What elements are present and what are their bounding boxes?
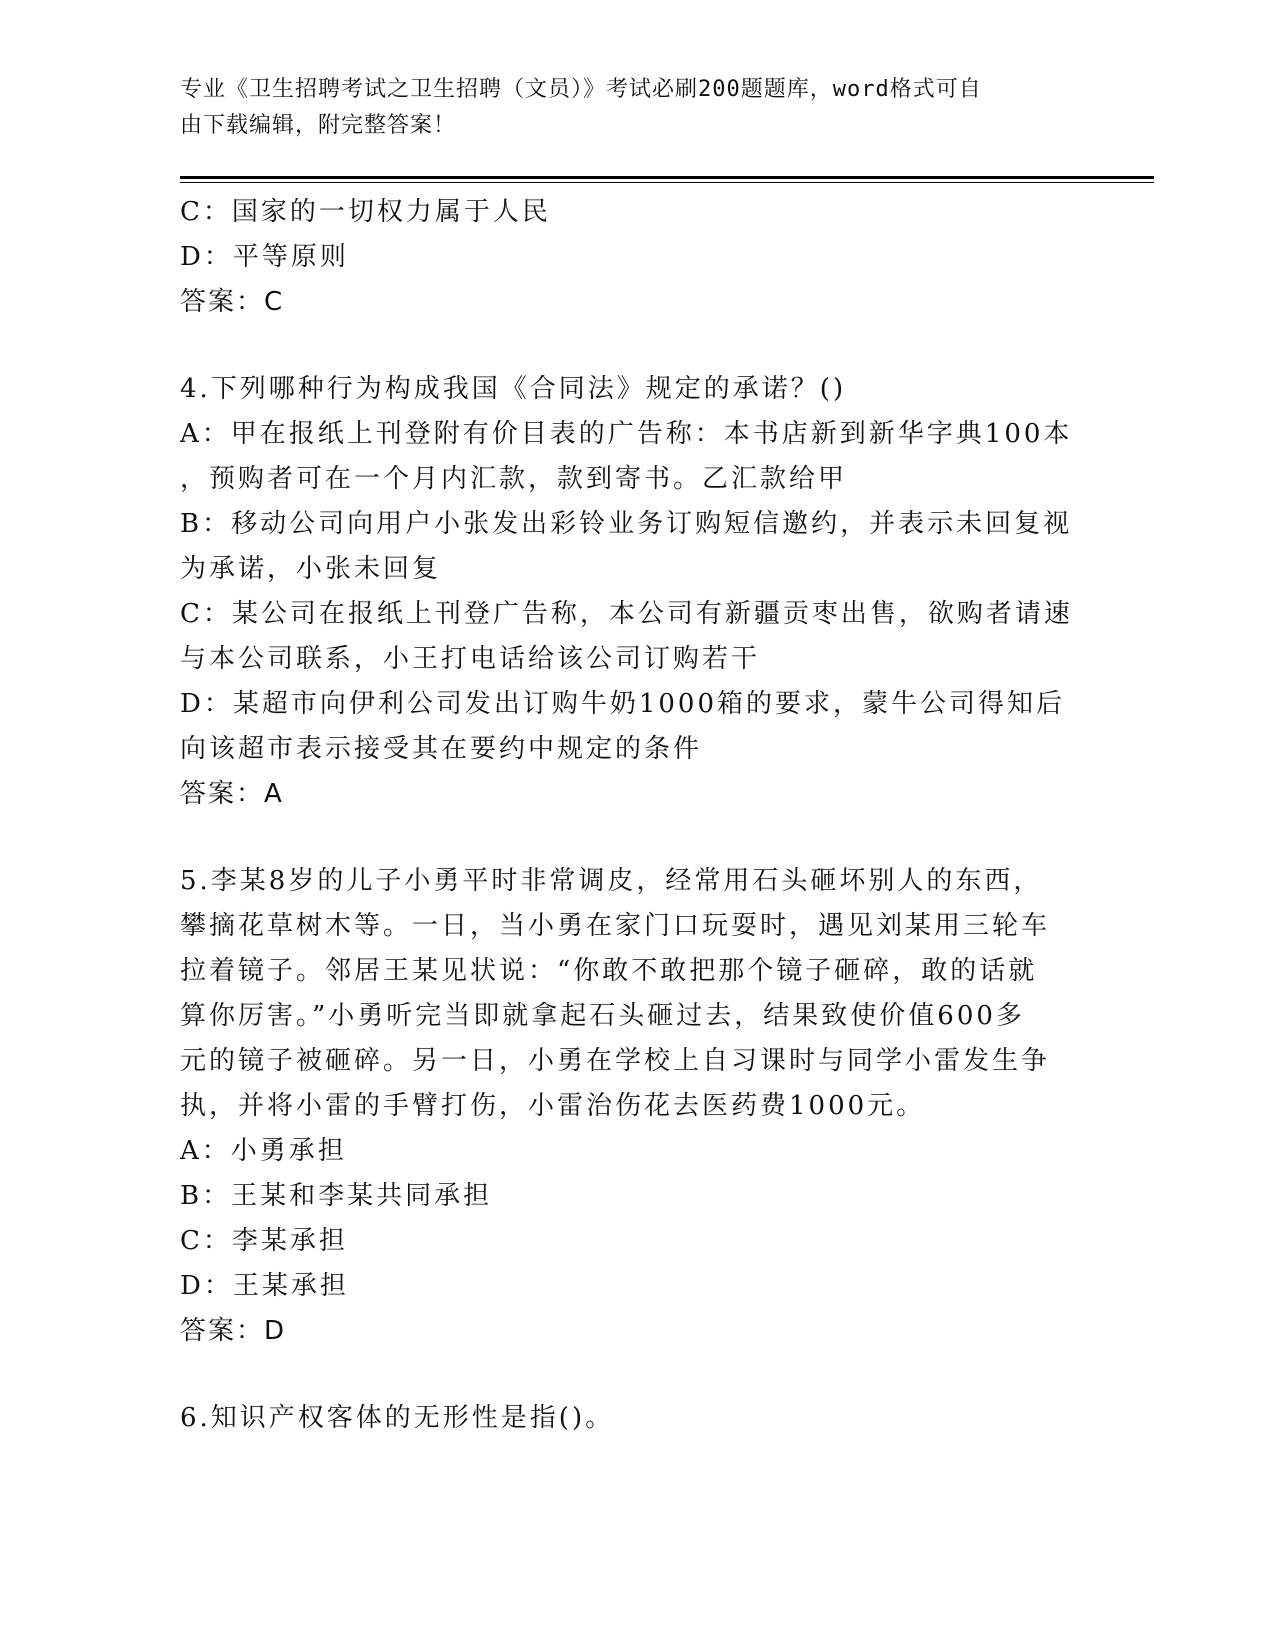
header-title-line-1: 专业《卫生招聘考试之卫生招聘（文员）》考试必刷200题题库，word格式可自 bbox=[180, 77, 982, 102]
option-b-line-2: 为承诺，小张未回复 bbox=[180, 554, 442, 584]
option-d: D：王某承担 bbox=[180, 1271, 349, 1301]
header-title-line-2: 由下载编辑，附完整答案！ bbox=[180, 113, 457, 138]
option-c-line-2: 与本公司联系，小王打电话给该公司订购若干 bbox=[180, 644, 761, 674]
question-stem-line-6: 执，并将小雷的手臂打伤，小雷治伤花去医药费1000元。 bbox=[180, 1091, 926, 1121]
option-a-line-1: A：甲在报纸上刊登附有价目表的广告称：本书店新到新华字典100本 bbox=[180, 419, 1073, 449]
question-stem-line-4: 算你厉害。”小勇听完当即就拿起石头砸过去，结果致使价值600多 bbox=[180, 1001, 1025, 1031]
option-c: C：李某承担 bbox=[180, 1226, 348, 1256]
option-d-line-2: 向该超市表示接受其在要约中规定的条件 bbox=[180, 734, 703, 764]
document-header bbox=[180, 72, 1060, 144]
question-stem-line-1: 5.李某8岁的儿子小勇平时非常调皮，经常用石头砸坏别人的东西， bbox=[180, 866, 1043, 896]
question-stem-line-5: 元的镜子被砸碎。另一日，小勇在学校上自习课时与同学小雷发生争 bbox=[180, 1046, 1051, 1076]
question-5 bbox=[180, 859, 1080, 1354]
question-stem: 4.下列哪种行为构成我国《合同法》规定的承诺？() bbox=[180, 374, 847, 404]
option-d: D：平等原则 bbox=[180, 242, 349, 272]
answer-line: 答案：A bbox=[180, 779, 284, 809]
question-gap bbox=[180, 325, 1080, 367]
question-4 bbox=[180, 367, 1080, 817]
option-c: C：国家的一切权力属于人民 bbox=[180, 197, 551, 227]
option-a: A：小勇承担 bbox=[180, 1136, 347, 1166]
option-b-line-1: B：移动公司向用户小张发出彩铃业务订购短信邀约，并表示未回复视 bbox=[180, 509, 1073, 539]
document-body bbox=[180, 190, 1080, 1441]
option-d-line-1: D：某超市向伊利公司发出订购牛奶1000箱的要求，蒙牛公司得知后 bbox=[180, 689, 1066, 719]
question-gap bbox=[180, 817, 1080, 859]
question-stem-line-3: 拉着镜子。邻居王某见状说：“你敢不敢把那个镜子砸碎，敢的话就 bbox=[180, 956, 1038, 986]
question-stem-line-2: 攀摘花草树木等。一日，当小勇在家门口玩耍时，遇见刘某用三轮车 bbox=[180, 911, 1051, 941]
option-b: B：王某和李某共同承担 bbox=[180, 1181, 493, 1211]
option-a-line-2: ，预购者可在一个月内汇款，款到寄书。乙汇款给甲 bbox=[180, 464, 848, 494]
header-divider-thin bbox=[180, 182, 1154, 183]
question-gap bbox=[180, 1354, 1080, 1396]
question-stem: 6.知识产权客体的无形性是指()。 bbox=[180, 1403, 615, 1433]
option-c-line-1: C：某公司在报纸上刊登广告称，本公司有新疆贡枣出售，欲购者请速 bbox=[180, 599, 1073, 629]
question-6 bbox=[180, 1396, 1080, 1441]
header-divider-thick bbox=[180, 176, 1154, 179]
answer-line: 答案：D bbox=[180, 1316, 287, 1346]
question-3-tail bbox=[180, 190, 1080, 325]
answer-line: 答案：C bbox=[180, 287, 285, 317]
